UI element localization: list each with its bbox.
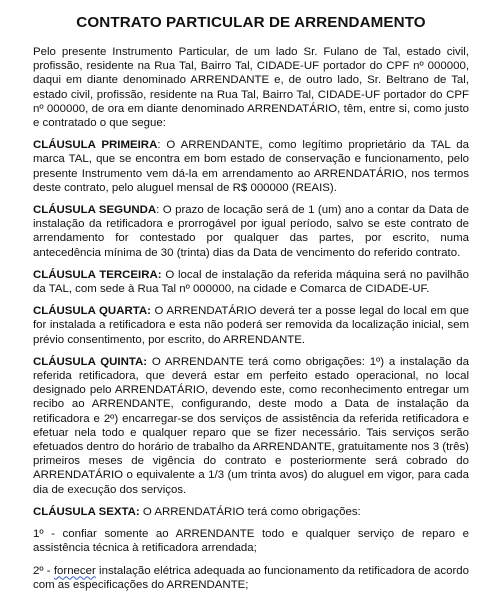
obligation-item-2-suffix: instalação elétrica adequada ao funcionamento da retificadora de acordo com as especificações do ARRENDANTE; [33,564,470,591]
clause-fifth-text: O ARRENDANTE terá como obrigações: 1º) a instalação da referida retificadora, que deverá estar em perfeito estado operacional, no local designado pelo ARRENDATÁRIO, devendo este, como reconhecimento entregar um recibo ao ARRENDANTE, configurando, deste modo a Data de instalação da retificadora e 2º) encarregar-se dos serviços de assistência da referida retificadora e efetuar nela todo e qualquer reparo que se fizer necessário. Tais serviços serão efetuados dentro do horário de trabalho da ARRENDANTE, gratuitamente nos 3 (três) primeiros meses de vigência do contrato e posteriormente será cobrado do ARRENDATÁRIO o equivalente a 1/3 (um trinta avos) do aluguel em vigor, para cada dia de execução dos serviços. [33,355,470,496]
clause-second-text: : O prazo de locação será de 1 (um) ano a contar da Data de instalação da retificadora e prorrogável por igual período, salvo se este contrato de arrendamento for contestado por qualquer das partes, por escrito, numa antecedência mínima de 30 (trinta) dias da Data de vencimento do referido contrato. [33,204,469,259]
clause-fifth [33,355,469,497]
clause-first [33,138,469,195]
clause-sixth-label: CLÁUSULA SEXTA: [33,505,140,518]
intro-paragraph: Pelo presente Instrumento Particular, de um lado Sr. Fulano de Tal, estado civil, profissão, residente na Rua Tal, Bairro Tal, CIDADE-UF portador do CPF nº 000000, daqui em diante denominado ARRENDANTE e, de outro lado, Sr. Beltrano de Tal, estado civil, profissão, residente na Rua Tal, Bairro Tal, CIDADE-UF portador do CPF nº 000000, de ora em diante denominado ARRENDATÁRIO, têm, entre si, como justo e contratado o que segue: [33,46,469,130]
clause-fourth-label: CLÁUSULA QUARTA: [33,305,151,318]
clause-fourth-text: O ARRENDATÁRIO deverá ter a posse legal do local em que for instalada a retificadora e esta não poderá ser removida da localização inicial, sem prévio consentimento, por escrito, do ARRENDANTE. [33,305,469,346]
clause-fifth-label: CLÁUSULA QUINTA: [33,355,148,368]
spellcheck-flagged-word[interactable]: fornecer [53,564,96,577]
clause-sixth [33,505,469,519]
clause-sixth-text: O ARRENDATÁRIO terá como obrigações: [139,505,361,518]
clause-third-text: O local de instalação da referida máquina será no pavilhão da TAL, com sede à Rua Tal nº 000000, na cidade e Comarca de CIDADE-UF. [33,268,469,296]
obligation-item-2 [33,564,469,592]
obligation-item-2-prefix: 2º - [33,564,54,577]
clause-third [33,268,469,296]
document-title: CONTRATO PARTICULAR DE ARRENDAMENTO [76,14,426,31]
clause-first-text: : O ARRENDANTE, como legítimo proprietário da TAL da marca TAL, que se encontra em bom estado de conservação e funcionamento, pelo presente Instrumento vem dá-la em arrendamento ao ARRENDATÁRIO, nos termos deste contrato, pelo aluguel mensal de R$ 000000 (REAIS). [33,139,469,194]
clause-second [33,203,469,260]
obligation-item-1-text: 1º - confiar somente ao ARRENDANTE todo e qualquer serviço de reparo e assistência técnica à retificadora arrendada; [33,528,469,555]
clause-third-label: CLÁUSULA TERCEIRA: [33,268,162,281]
clause-second-label: CLÁUSULA SEGUNDA [33,204,157,217]
clause-fourth [33,304,469,347]
clause-first-label: CLÁUSULA PRIMEIRA [33,139,158,152]
obligation-item-1 [33,527,469,555]
